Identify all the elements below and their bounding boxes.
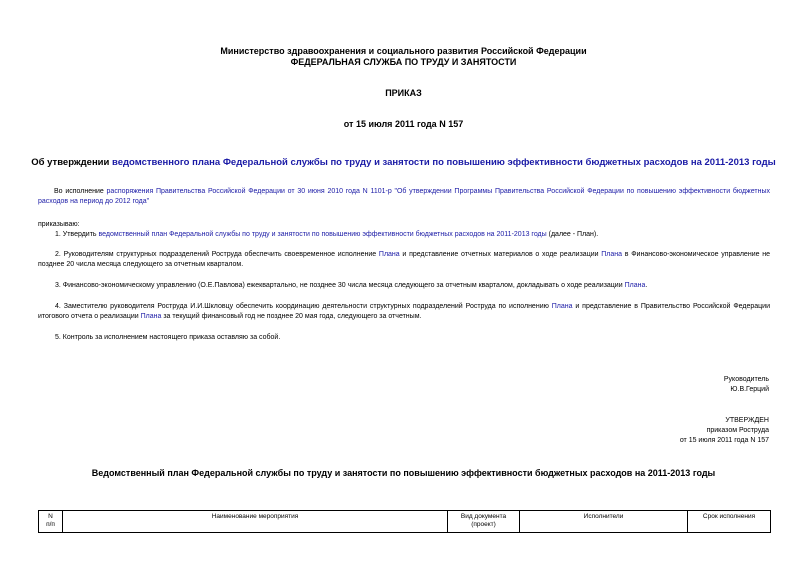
ministry-heading: Министерство здравоохранения и социального развития Российской Федерации [220,46,587,56]
approval-line-1: УТВЕРЖДЕН [725,417,769,424]
column-header-document-type [448,511,520,533]
column-header-number-line-1: N [48,513,53,520]
order-heading: ПРИКАЗ [385,88,422,98]
item-2-plan-link-1[interactable]: Плана [378,251,400,258]
column-header-deadline [688,511,771,533]
item-3-plan-link[interactable]: Плана [624,282,646,289]
column-header-activity [63,511,448,533]
item-3-suffix: . [645,282,648,289]
item-3-text: 3. Финансово-экономическому управлению (О.Е.Павлова) ежеквартально, не позднее 30 числа месяца следующего за отчетным кварталом, докладывать о ходе реализации [55,282,625,289]
item-4-plan-link-1[interactable]: Плана [551,303,573,310]
item-4-plan-link-2[interactable]: Плана [140,312,162,320]
order-title [0,157,807,168]
item-4-text: 4. Заместителю руководителя Роструда И.И.Шкловцу обеспечить координацию деятельности структурных подразделений Роструда по исполнению [55,303,552,310]
plan-title-link[interactable]: ведомственного плана Федеральной службы по труду и занятости по повышению эффективности бюджетных расходов на 2011-2013 годы [112,157,776,168]
item-1 [55,230,770,240]
order-word: приказываю: [38,221,80,228]
order-date-number: от 15 июля 2011 года N 157 [343,119,464,129]
plan-table [38,510,771,533]
preamble-paragraph [38,187,770,206]
table-header-row [39,511,771,533]
government-order-link[interactable]: распоряжения Правительства Российской Федерации от 30 июня 2010 года N 1101-р "Об утверждении Программы Правительства Российской Федерации по повышению эффективности бюджетных расходов на период до 2012 года" [38,188,771,205]
item-5: 5. Контроль за исполнением настоящего приказа оставляю за собой. [55,334,281,341]
column-header-deadline-label: Срок исполнения [702,513,756,520]
item-3 [55,281,770,291]
column-header-number [39,511,63,533]
preamble-prefix: Во исполнение [54,188,107,195]
signature-position: Руководитель [723,376,769,383]
item-4-suffix: за текущий финансовый год не позднее 20 мая года, следующего за отчетным. [161,312,422,320]
item-2-text: 2. Руководителям структурных подразделений Роструда обеспечить своевременное исполнение [55,251,379,258]
column-header-document-type-line-1: Вид документа [460,513,507,520]
item-4 [38,302,770,321]
item-2-plan-link-2[interactable]: Плана [601,251,623,258]
column-header-activity-label: Наименование мероприятия [211,513,299,520]
item-1-plan-link[interactable]: ведомственный план Федеральной службы по труду и занятости по повышению эффективности бюджетных расходов на 2011-2013 годы [98,231,547,238]
order-title-prefix: Об утверждении [31,157,112,168]
item-2 [38,250,770,269]
approval-line-2: приказом Роструда [706,427,769,434]
service-heading: ФЕДЕРАЛЬНАЯ СЛУЖБА ПО ТРУДУ И ЗАНЯТОСТИ [290,57,517,67]
approval-line-3: от 15 июля 2011 года N 157 [679,437,769,444]
column-header-document-type-line-2: (проект) [471,521,496,528]
column-header-executors-label: Исполнители [583,513,624,520]
item-2-middle: и представление отчетных материалов о ходе реализации [399,251,602,258]
column-header-number-line-2: п/п [46,521,55,528]
item-4-middle: и представление в Правительство Российской Федерации итогового отчета о реализации [38,303,770,320]
signature-name: Ю.В.Герций [730,386,769,393]
plan-heading: Ведомственный план Федеральной службы по труду и занятости по повышению эффективности бюджетных расходов на 2011-2013 годы [91,468,716,478]
column-header-executors [520,511,688,533]
item-1-suffix: (далее - План). [546,231,599,238]
item-1-text: 1. Утвердить [55,231,99,238]
item-2-suffix: в Финансово-экономическое управление не позднее 20 числа месяца следующего за отчетным кварталом. [38,251,770,268]
